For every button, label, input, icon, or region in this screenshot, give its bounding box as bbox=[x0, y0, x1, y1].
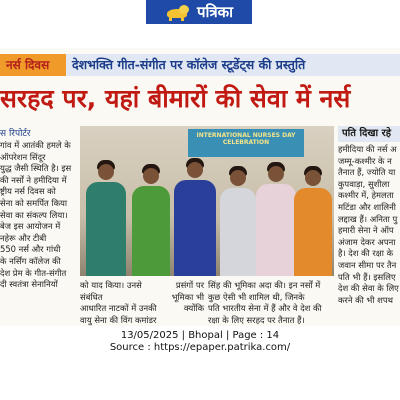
person-figure bbox=[174, 156, 216, 276]
publication-meta: 13/05/2025 | Bhopal | Page : 14 bbox=[120, 330, 280, 341]
headline: सरहद पर, यहां बीमारों की सेवा में नर्स bbox=[0, 84, 351, 113]
article-column-middle-a: को याद किया। उनसे संबंधित आधारित नाटकों में उनकी वायु सेना की विंग कमांडर bbox=[80, 280, 157, 325]
article-column-left: गांव में आतंकी हमले के ऑपरेशन सिंदूर युद्ध जैसी स्थिति है। इस की नर्सों ने हमीदिया में ष्ट्रीय नर्स दिवस को सेना को समर्पित किया सेवा का संकल्प लिया। बेज इस आयोजन में नहेरू और टीबी 550 नर्स और गांधी के नर्सिंग कॉलेज की देश प्रेम के गीत-संगीत दी स्वतंत्रा सेनानियों bbox=[0, 140, 72, 290]
section-tag: नर्स दिवस bbox=[0, 54, 66, 76]
side-story-heading: पति दिखा रहे bbox=[338, 126, 400, 142]
clip-footer bbox=[0, 330, 400, 354]
person-figure bbox=[256, 160, 296, 276]
masthead bbox=[146, 0, 252, 24]
photo-banner-text: INTERNATIONAL NURSES DAY CELEBRATION bbox=[196, 132, 296, 146]
kicker-line: देशभक्ति गीत-संगीत पर कॉलेज स्टूडेंट्स की प्रस्तुति bbox=[72, 57, 306, 72]
masthead-title: पत्रिका bbox=[196, 3, 234, 21]
person-figure bbox=[86, 158, 126, 276]
side-story-column: हमीदिया की नर्स अ जम्मू-कश्मीर के न तैनात हैं, ज्योति या कुपवाड़ा, सुशीला कश्मीर में, हेमलता मटिंडा और शालिनी लद्दाख हैं। अनिता पु हमारी सेना ने ऑप अंजाम देकर अपना है। देश की रक्षा के जवान सीमा पर तैन पति भी हैं। इसलिए देश की सेवा के लिए करने की भी शपथ bbox=[338, 144, 399, 305]
photo-banner bbox=[188, 129, 304, 157]
lion-logo-icon bbox=[165, 3, 191, 21]
article-column-middle-b: प्रसंगों पर भूमिका भी क्योंकि bbox=[171, 280, 204, 314]
newspaper-clip bbox=[0, 48, 400, 326]
news-photo bbox=[80, 126, 334, 276]
source-link[interactable]: Source : https://epaper.patrika.com/ bbox=[109, 342, 291, 353]
article-column-middle-c: सिंह की भूमिका अदा की। इन नर्सों में कुछ ऐसी भी शामिल थी, जिनके पति भारतीय सेना में हैं और वे देश की रक्षा के लिए सरहद पर तैनात हैं। bbox=[208, 280, 322, 325]
byline: स रिपोर्टर bbox=[0, 129, 31, 139]
person-figure bbox=[132, 162, 170, 276]
person-figure bbox=[294, 164, 332, 276]
person-figure bbox=[220, 164, 256, 276]
